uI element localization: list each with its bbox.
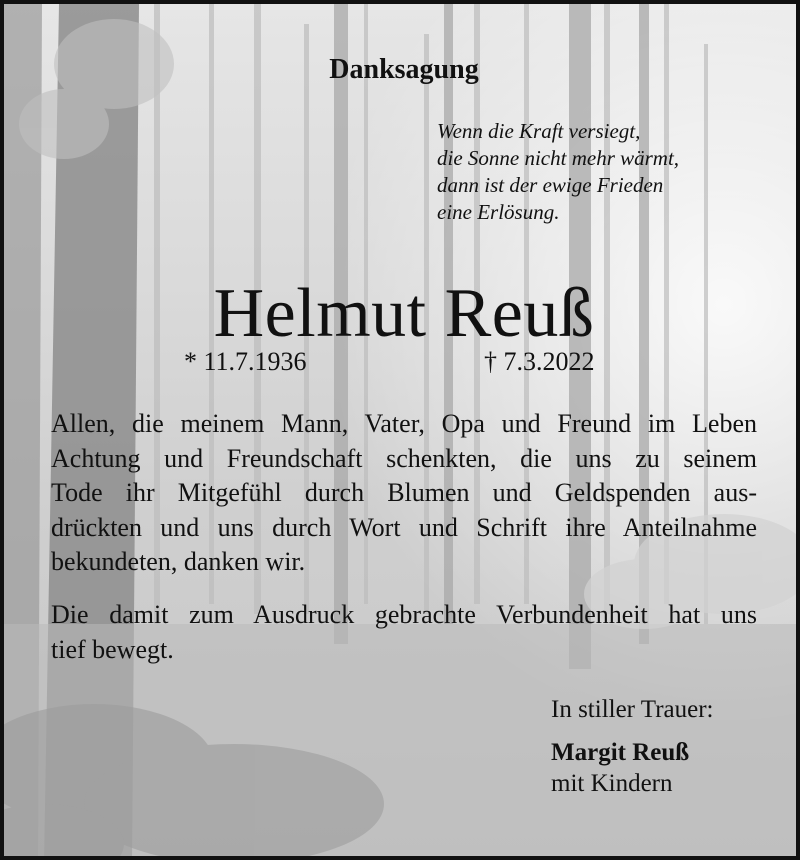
closing-paragraph [51,598,757,667]
thanks-paragraph [51,407,757,580]
paragraph-line: bekundeten, danken wir. [51,547,306,576]
paragraph-line: Allen, die meinem Mann, Vater, Opa und Freund im Leben [51,409,757,438]
mourning-intro: In stiller Trauer: [551,696,714,723]
poem-line: Wenn die Kraft versiegt, [437,119,641,143]
paragraph-line: Die damit zum Ausdruck gebrachte Verbundenheit hat uns [51,600,757,629]
deceased-name: Helmut Reuß [213,275,595,352]
signer-name: Margit Reuß [551,739,690,766]
paragraph-line: Achtung und Freundschaft schenkten, die uns zu seinem [51,443,757,473]
notice-heading: Danksagung [329,54,479,85]
paragraph-line: drückten und uns durch Wort und Schrift ihre Anteilnahme [51,512,757,542]
death-date: † 7.3.2022 [484,347,595,376]
poem-line: die Sonne nicht mehr wärmt, [437,146,680,170]
poem-line: eine Erlösung. [437,200,560,224]
signer-family: mit Kindern [551,770,673,797]
birth-date: * 11.7.1936 [184,347,307,376]
paragraph-line: Tode ihr Mitgefühl durch Blumen und Geldspenden aus- [51,478,757,507]
poem-verse [437,118,679,226]
poem-line: dann ist der ewige Frieden [437,173,664,197]
paragraph-line: tief bewegt. [51,634,174,664]
